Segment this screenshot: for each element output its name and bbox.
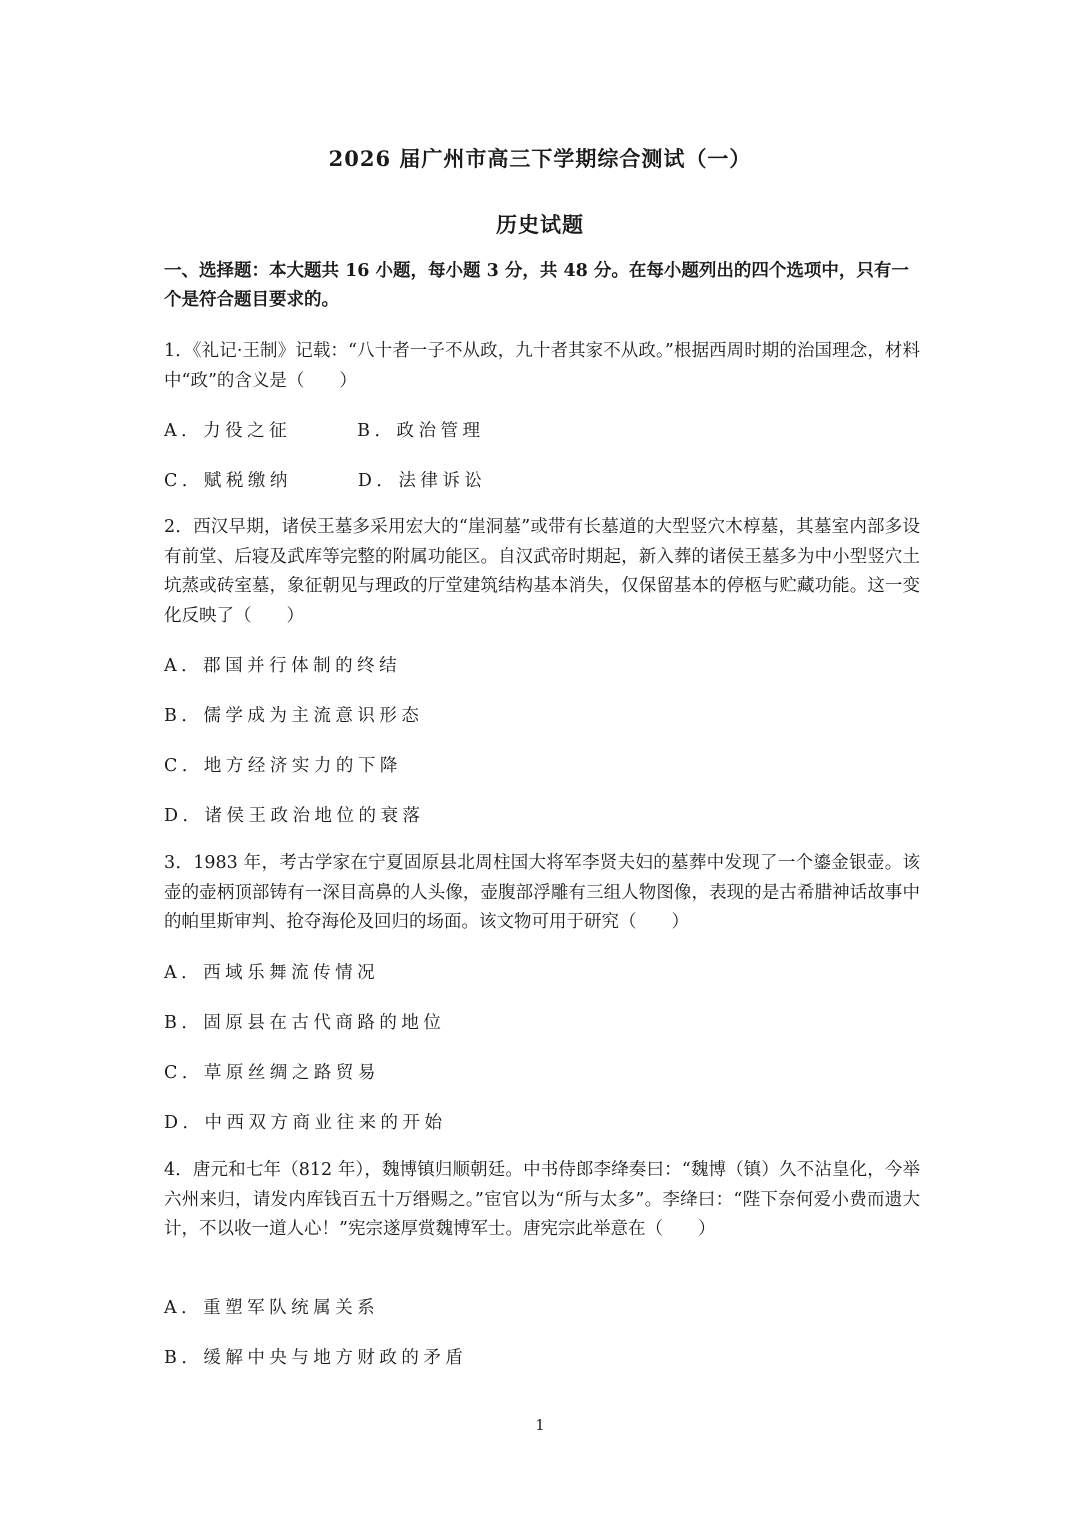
question-4-option-a: A．重塑军队统属关系 <box>164 1298 380 1318</box>
question-3-option-b: B．固原县在古代商路的地位 <box>164 1013 446 1033</box>
question-2-option-c: C．地方经济实力的下降 <box>164 756 402 776</box>
question-3-option-a: A．西域乐舞流传情况 <box>164 963 380 983</box>
question-3-option-d: D．中西双方商业往来的开始 <box>164 1113 447 1133</box>
question-2-option-d: D．诸侯王政治地位的衰落 <box>164 806 425 826</box>
subject-title: 历史试题 <box>496 212 584 237</box>
question-3-stem: 3．1983 年，考古学家在宁夏固原县北周柱国大将军李贤夫妇的墓葬中发现了一个鎏金银壶。该壶的壶柄顶部铸有一深目高鼻的人头像，壶腹部浮雕有三组人物图像，表现的是古希腊神话故事中的帕里斯审判、抢夺海伦及回归的场面。该文物可用于研究（ ） <box>164 853 920 932</box>
question-1-options-ab: A．力役之征 B．政治管理 <box>164 421 485 441</box>
exam-title: 2026 届广州市高三下学期综合测试（一） <box>328 146 752 171</box>
section-heading: 一、选择题：本大题共 16 小题，每小题 3 分，共 48 分。在每小题列出的四个选项中，只有一个是符合题目要求的。 <box>164 261 909 310</box>
question-2-option-a: A．郡国并行体制的终结 <box>164 656 402 676</box>
question-1-options-cd: C．赋税缴纳 D．法律诉讼 <box>164 471 487 491</box>
question-1-stem: 1．《礼记·王制》记载：“八十者一子不从政，九十者其家不从政。”根据西周时期的治国理念，材料中“政”的含义是（ ） <box>164 341 920 391</box>
page-number: 1 <box>535 1416 545 1434</box>
question-2-option-b: B．儒学成为主流意识形态 <box>164 706 424 726</box>
question-3-option-c: C．草原丝绸之路贸易 <box>164 1063 380 1083</box>
question-2-stem: 2．西汉早期，诸侯王墓多采用宏大的“崖洞墓”或带有长墓道的大型竖穴木椁墓，其墓室内部多设有前堂、后寝及武库等完整的附属功能区。自汉武帝时期起，新入葬的诸侯王墓多为中小型竖穴土坑蒸或砖室墓，象征朝见与理政的厅堂建筑结构基本消失，仅保留基本的停柩与贮藏功能。这一变化反映了（ ） <box>164 517 920 626</box>
question-4-option-b: B．缓解中央与地方财政的矛盾 <box>164 1348 468 1368</box>
question-4-stem: 4．唐元和七年（812 年），魏博镇归顺朝廷。中书侍郎李绛奏曰：“魏博（镇）久不沾皇化，今举六州来归，请发内库钱百五十万缗赐之。”宦官以为“所与太多”。李绛曰：“陛下奈何爱小费而遗大计，不以收一道人心！”宪宗遂厚赏魏博军士。唐宪宗此举意在（ ） <box>164 1160 920 1239</box>
